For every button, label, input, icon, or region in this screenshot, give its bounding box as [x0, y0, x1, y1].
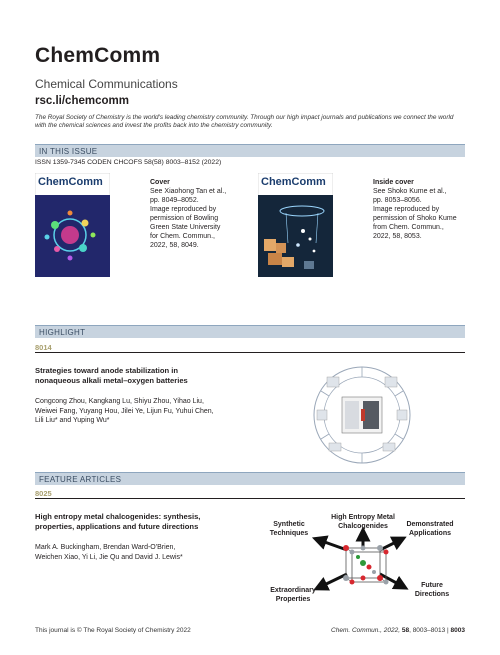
cover-line: Image reproduced by [150, 206, 217, 213]
cover-line: permission of Bowling [150, 215, 219, 222]
cover-line: 2022, 58, 8049. [150, 242, 199, 249]
title-line: High entropy metal chalcogenides: synthesis, [35, 512, 201, 521]
journal-subtitle: Chemical Communications [35, 77, 178, 91]
feature-page-number: 8025 [35, 489, 52, 498]
center-label [318, 514, 408, 531]
inside-cover-thumb-title: ChemComm [261, 176, 326, 188]
highlight-authors [35, 397, 214, 426]
inside-cover-heading: Inside cover [373, 179, 414, 186]
feature-title[interactable] [35, 512, 200, 531]
journal-title: ChemComm [35, 44, 161, 67]
feature-rule [35, 498, 465, 499]
label-line: Properties [275, 595, 311, 603]
tr-label [398, 521, 462, 538]
section-bar-highlight [35, 325, 465, 338]
section-label: HIGHLIGHT [39, 328, 86, 337]
label-line: High Entropy Metal [331, 514, 395, 521]
author-line: Lili Liu* and Yuping Wu* [35, 417, 110, 424]
label-line: Synthetic [273, 521, 305, 528]
footer-page-number: 8003 [450, 627, 465, 634]
crystal-lattice-icon [343, 545, 389, 585]
feature-graphic [262, 512, 462, 617]
cover-caption [150, 178, 238, 250]
author-line: Mark A. Buckingham, Brendan Ward-O'Brien, [35, 544, 176, 551]
author-line: Weichen Xiao, Yi Li, Jie Qu and David J. Lewis* [35, 553, 183, 561]
label-line: Techniques [269, 529, 309, 537]
section-label: FEATURE ARTICLES [39, 475, 122, 484]
title-line: nonaqueous alkali metal–oxygen batteries [35, 375, 188, 385]
footer-citation [331, 627, 465, 634]
cover-line: Green State University [150, 224, 221, 231]
author-line: Weiwei Fang, Yuyang Hou, Jilei Ye, Lijun Fu, Yuhui Chen, [35, 407, 214, 415]
br-label [402, 582, 462, 599]
cover-line: for Chem. Commun., [150, 233, 215, 240]
footer-copyright: This journal is © The Royal Society of Chemistry 2022 [35, 627, 191, 634]
cover-line: See Shoko Kume et al., [373, 188, 447, 195]
journal-url-link[interactable]: rsc.li/chemcomm [35, 95, 129, 107]
cover-line: from Chem. Commun., [373, 224, 444, 231]
highlight-rule [35, 352, 465, 353]
title-line: properties, applications and future directions [35, 521, 199, 531]
inside-cover-image [258, 173, 333, 283]
title-line: Strategies toward anode stabilization in [35, 366, 179, 375]
label-line: Applications [408, 529, 451, 537]
label-line: Directions [414, 590, 450, 598]
cover-line: pp. 8053–8056. [373, 197, 422, 204]
cover-line: 2022, 58, 8053. [373, 233, 422, 240]
highlight-graphic [307, 365, 417, 465]
label-line: Extraordinary [270, 587, 316, 594]
cover-line: Image reproduced by [373, 206, 440, 213]
cover-line: permission of Shoko Kume [373, 215, 457, 222]
intro-text: The Royal Society of Chemistry is the world's leading chemistry community. Through our high impact journals and publications we connect the world with the chemical sciences and invest the profits back into the chemistry community. [35, 114, 454, 130]
cover-heading: Cover [150, 179, 170, 186]
footer-pages: , 8003–8013 | [409, 627, 451, 634]
feature-authors [35, 543, 183, 562]
label-line: Future [421, 582, 443, 589]
highlight-title[interactable] [35, 366, 188, 385]
cover-image [35, 173, 110, 283]
inside-cover-caption [373, 178, 468, 241]
highlight-page-number: 8014 [35, 343, 52, 352]
cover-thumb-title: ChemComm [38, 176, 103, 188]
issn-line: ISSN 1359-7345 CODEN CHCOFS 58(58) 8003–8152 (2022) [35, 159, 222, 166]
label-line: Chalcogenides [338, 522, 388, 530]
footer-volume: 58 [401, 627, 410, 634]
cover-line: See Xiaohong Tan et al., [150, 188, 227, 195]
author-line: Congcong Zhou, Kangkang Lu, Shiyu Zhou, Yihao Liu, [35, 398, 204, 405]
section-bar-in-this-issue [35, 144, 465, 157]
cover-line: pp. 8049–8052. [150, 197, 199, 204]
section-label: IN THIS ISSUE [39, 147, 98, 156]
cover-thumbnail[interactable] [35, 173, 110, 288]
section-bar-feature-articles [35, 472, 465, 485]
footer-journal: Chem. Commun., 2022, [331, 627, 402, 634]
bl-label [262, 587, 324, 604]
tl-label [262, 521, 316, 538]
inside-cover-thumbnail[interactable] [258, 173, 333, 288]
label-line: Demonstrated [406, 521, 454, 528]
